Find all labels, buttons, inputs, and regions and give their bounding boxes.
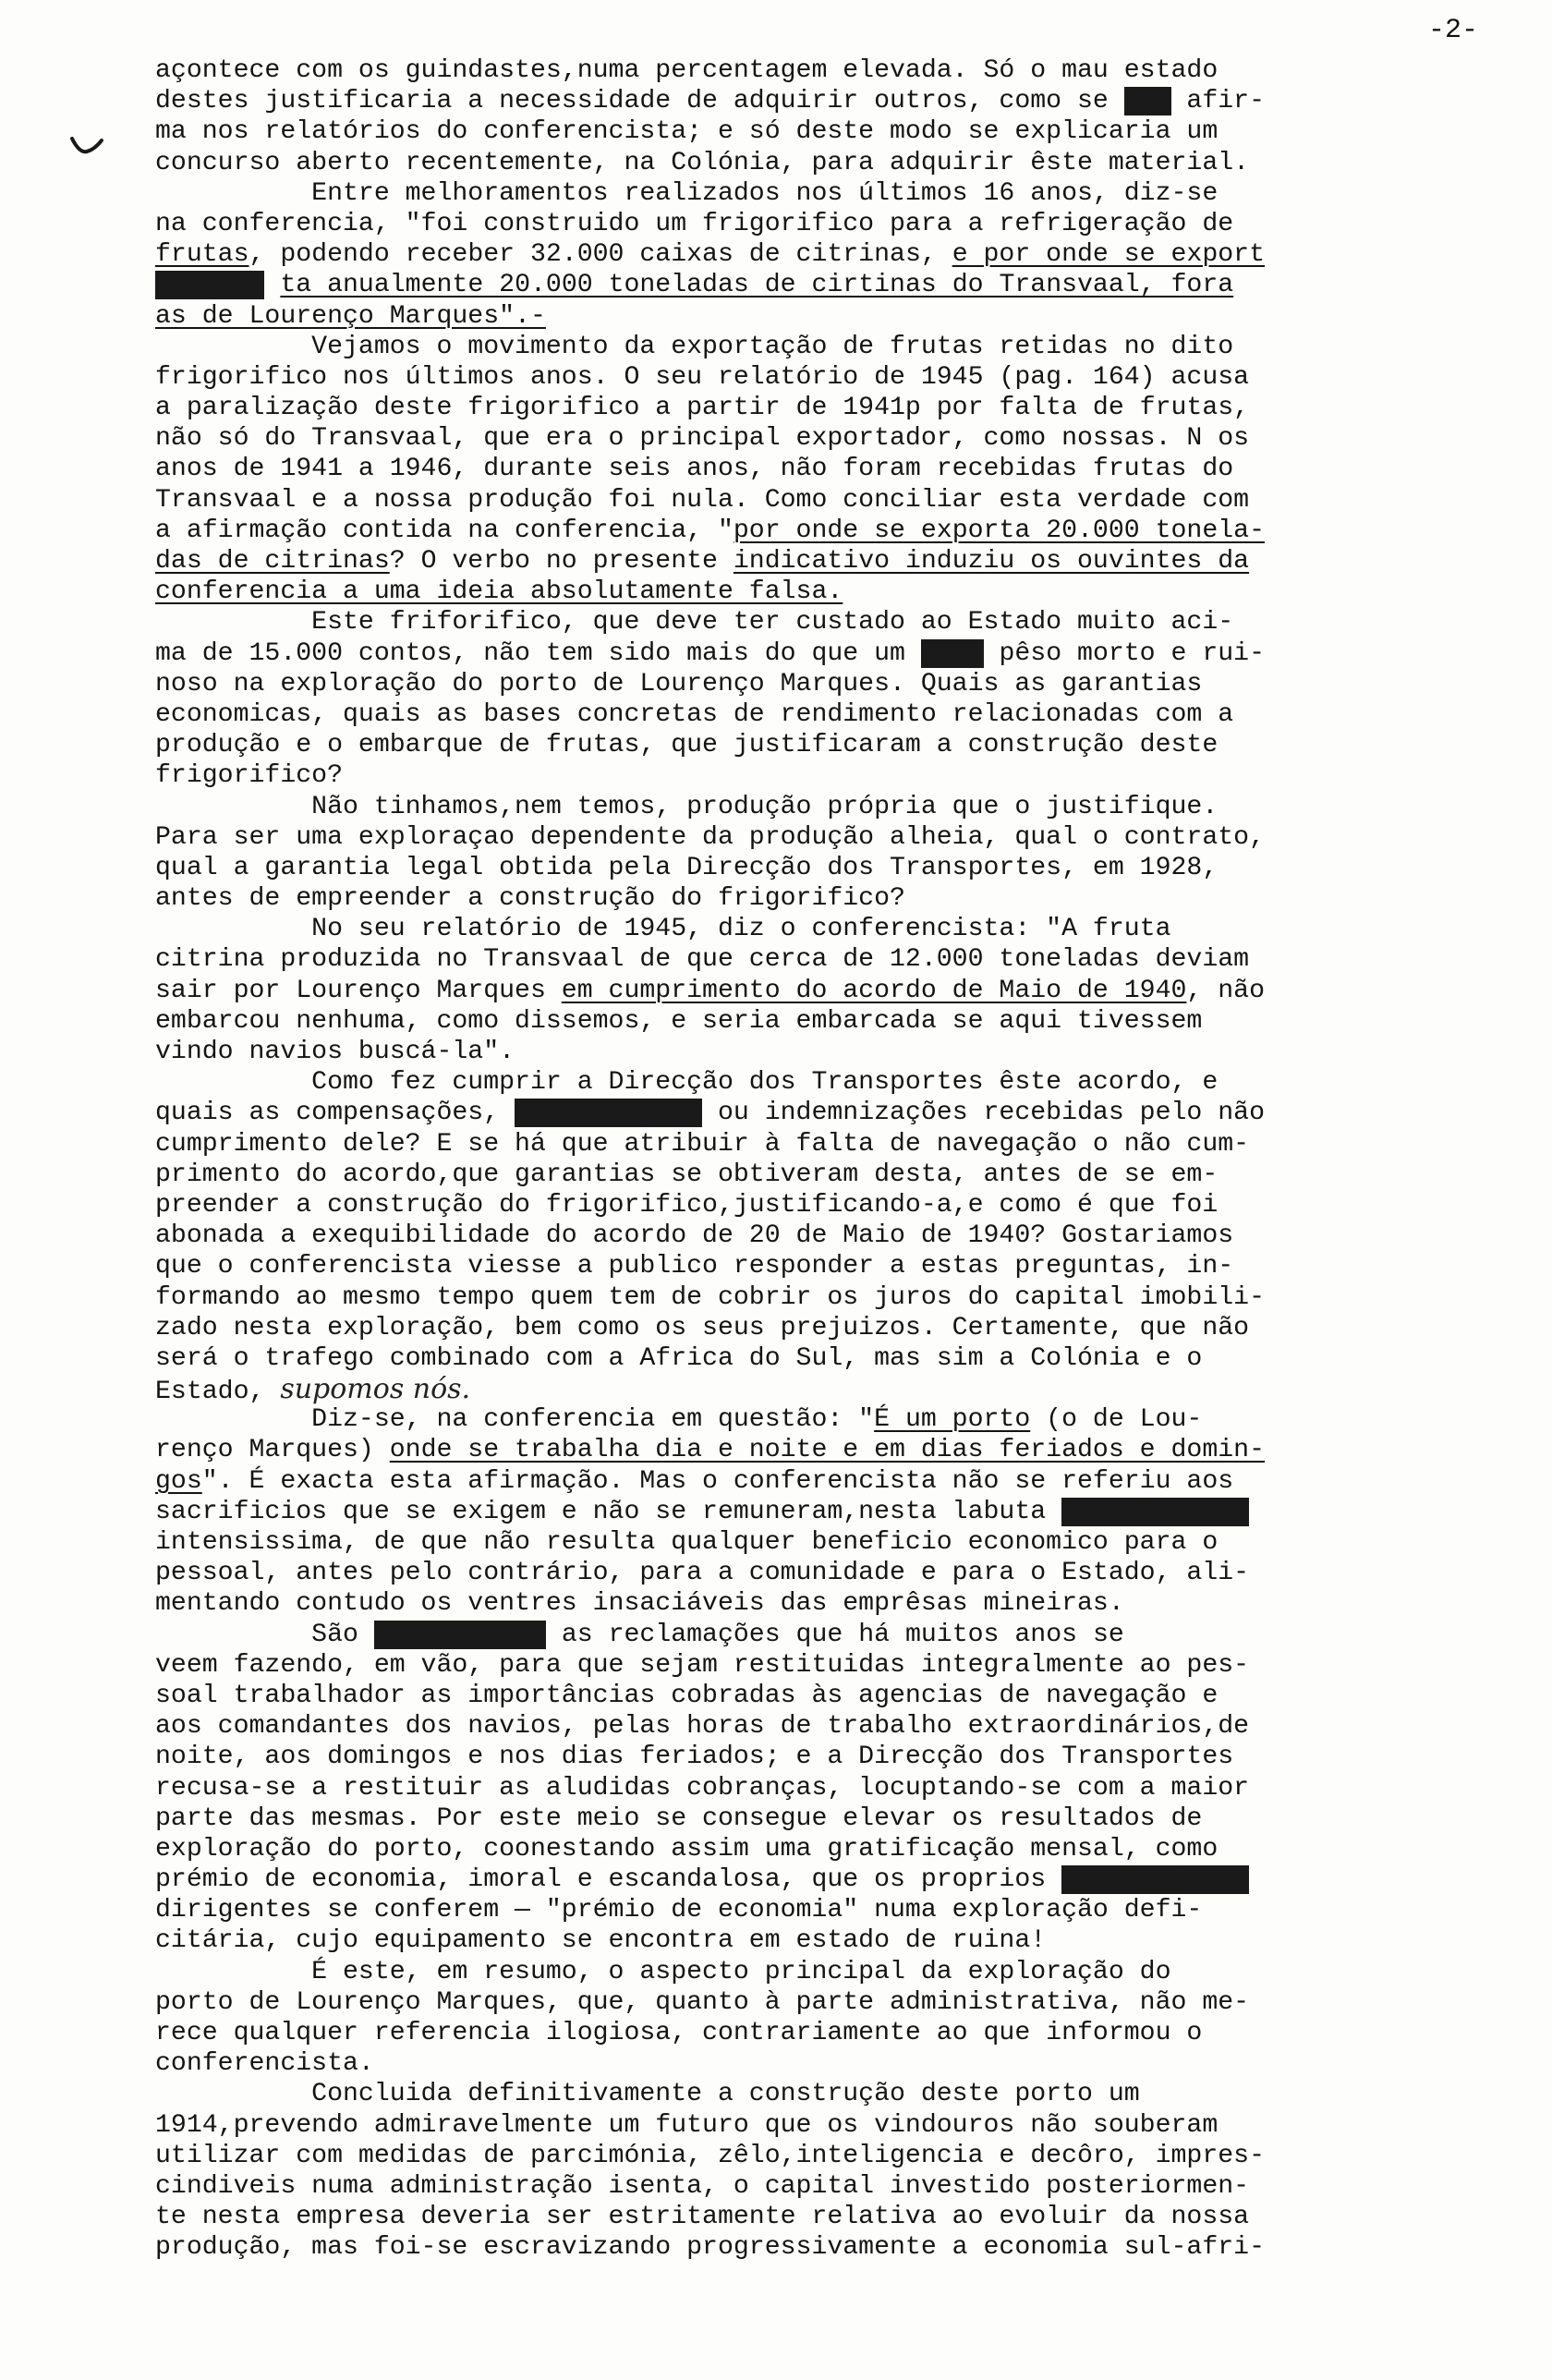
underlined-text: as de Lourenço Marques".- — [155, 301, 546, 331]
text-line — [155, 1404, 1467, 1435]
text-line — [155, 332, 1467, 362]
text-line — [155, 638, 1467, 669]
underlined-text: conferencia a uma ideia absolutamente falsa. — [155, 577, 843, 607]
text-line — [155, 485, 1467, 516]
text-line — [155, 1497, 1467, 1527]
line-text: 1914,prevendo admiravelmente um futuro que os vindouros não souberam — [155, 2110, 1219, 2140]
text-line — [155, 2110, 1467, 2141]
line-text: sacrificios que se exigem e não se remuneram,nesta labuta — [155, 1497, 1062, 1526]
line-text: , podendo receber 32.000 caixas de citrinas, — [249, 240, 952, 270]
text-line — [155, 239, 1467, 270]
text-line — [155, 1803, 1467, 1834]
text-line — [155, 577, 1467, 607]
text-line — [155, 2018, 1467, 2048]
line-text: ma nos relatórios do conferencista; e só deste modo se explicaria um — [155, 117, 1219, 147]
underlined-text: indicativo induziu os ouvintes da — [733, 547, 1250, 576]
line-text: São — [155, 1620, 374, 1649]
line-text: pêso morto e rui- — [983, 638, 1266, 668]
text-line — [155, 148, 1467, 178]
text-line — [155, 1466, 1467, 1497]
text-line — [155, 423, 1467, 454]
text-line — [155, 2141, 1467, 2171]
struck-word: intensissima — [1061, 1497, 1250, 1526]
text-line — [155, 1620, 1467, 1650]
page-number: -2- — [1427, 15, 1478, 46]
line-text: Concluida definitivamente a construção deste porto um — [155, 2080, 1140, 2109]
text-line — [155, 760, 1467, 791]
line-text: porto de Lourenço Marques, que, quanto à parte administrativa, não me- — [155, 1987, 1250, 2017]
text-line — [155, 1160, 1467, 1190]
text-line — [155, 362, 1467, 393]
text-line — [155, 1220, 1467, 1251]
line-text: ma de 15.000 contos, não tem sido mais do que um — [155, 638, 921, 668]
underlined-text: em cumprimento do acordo de Maio de 1940 — [561, 976, 1187, 1005]
text-line — [155, 853, 1467, 883]
line-text: vindo navios buscá-la". — [155, 1038, 515, 1066]
line-text: (o de Lou- — [1030, 1405, 1203, 1435]
struck-word: inumeráveis — [373, 1620, 546, 1649]
text-line — [155, 1190, 1467, 1220]
line-text: , não — [1186, 976, 1265, 1005]
text-line — [155, 607, 1467, 638]
text-line — [155, 976, 1467, 1006]
text-line — [155, 1343, 1467, 1374]
text-line — [155, 1435, 1467, 1465]
line-text: sair por Lourenço Marques — [155, 976, 562, 1005]
text-line — [155, 914, 1467, 944]
text-line — [155, 2048, 1467, 2079]
line-text: aos comandantes dos navios, pelas horas de trabalho extraordinários,de — [155, 1712, 1250, 1742]
line-text: rece qualquer referencia ilogiosa, contrariamente ao que informou o — [155, 2019, 1203, 2047]
line-text: formando ao mesmo tempo quem tem de cobrir os juros do capital imobili- — [155, 1282, 1265, 1312]
line-text: destes justificaria a necessidade de adquirir outros, como se — [155, 87, 1124, 116]
line-text: açontece com os guindastes,numa percentagem elevada. Só o mau estado — [155, 56, 1219, 85]
line-text: ". É exacta esta afirmação. Mas o conferencista não se referiu aos — [201, 1466, 1234, 1496]
line-text: prémio de economia, imoral e escandalosa, que os proprios — [155, 1865, 1062, 1895]
text-line — [155, 1313, 1467, 1343]
line-text: primento do acordo,que garantias se obtiveram desta, antes de se em- — [155, 1160, 1219, 1189]
line-text: produção, mas foi-se escravizando progressivamente a economia sul-afri- — [155, 2233, 1265, 2263]
line-text: frigorifico? — [155, 761, 343, 791]
text-line — [155, 2171, 1467, 2202]
text-line — [155, 1957, 1467, 1987]
text-line — [155, 1711, 1467, 1742]
underlined-text: É um porto — [874, 1405, 1031, 1435]
line-text: Este friforifico, que deve ter custado ao Estado muito aci- — [155, 608, 1234, 638]
text-line — [155, 1558, 1467, 1588]
struck-word: não — [1123, 87, 1171, 116]
line-text: abonada a exequibilidade do acordo de 20 de Maio de 1940? Gostariamos — [155, 1221, 1234, 1251]
text-line — [155, 1098, 1467, 1128]
text-line — [155, 822, 1467, 853]
text-line — [155, 1742, 1467, 1772]
text-line — [155, 1925, 1467, 1956]
line-text: qual a garantia legal obtida pela Direcção dos Transportes, em 1928, — [155, 853, 1219, 882]
text-line — [155, 699, 1467, 730]
line-text: renço Marques) — [155, 1436, 390, 1465]
document-body — [155, 55, 1467, 2264]
text-line — [155, 883, 1467, 914]
check-mark-icon — [70, 135, 103, 157]
text-line — [155, 1373, 1467, 1407]
line-text: produção e o embarque de frutas, que justificaram a construção deste — [155, 731, 1219, 760]
line-text: ou indemnizações recebidas pelo não — [702, 1099, 1265, 1128]
line-text: embarcou nenhuma, como dissemos, e seria embarcada se aqui tivessem — [155, 1006, 1203, 1036]
struck-word: exporta — [155, 271, 265, 300]
underlined-text: das de citrinas — [155, 547, 390, 576]
line-text: concurso aberto recentemente, na Colónia, para adquirir êste material. — [155, 148, 1250, 177]
line-text: parte das mesmas. Por este meio se consegue elevar os resultados de — [155, 1803, 1203, 1833]
line-text: Vejamos o movimento da exportação de frutas retidas no dito — [155, 332, 1234, 361]
text-line — [155, 1864, 1467, 1895]
text-line — [155, 1895, 1467, 1925]
line-text: não só do Transvaal, que era o principal exportador, como nossas. N os — [155, 424, 1250, 454]
struck-word: compensações — [515, 1099, 703, 1128]
text-line — [155, 1987, 1467, 2018]
line-text: Estado, — [155, 1378, 281, 1407]
line-text: cindiveis numa administração isenta, o capital investido posteriormen- — [155, 2171, 1250, 2201]
struck-word: peso — [920, 638, 984, 668]
line-text: citária, cujo equipamento se encontra em estado de ruina! — [155, 1926, 1047, 1956]
line-text: noite, aos domingos e nos dias feriados; e a Direcção dos Transportes — [155, 1742, 1234, 1772]
line-text: dirigentes se conferem — "prémio de economia" numa exploração defi- — [155, 1896, 1203, 1925]
underlined-text: frutas — [155, 240, 249, 270]
line-text: economicas, quais as bases concretas de rendimento relacionadas com a — [155, 699, 1234, 729]
text-line — [155, 516, 1467, 546]
line-text: intensissima, de que não resulta qualquer beneficio economico para o — [155, 1528, 1219, 1557]
line-text: que o conferencista viesse a publico responder a estas preguntas, in- — [155, 1252, 1234, 1281]
line-text: No seu relatório de 1945, diz o conferencista: "A fruta — [155, 915, 1171, 944]
line-text: É este, em resumo, o aspecto principal da exploração do — [155, 1957, 1171, 1986]
text-line — [155, 1037, 1467, 1067]
underlined-text: ta anualmente 20.000 toneladas de cirtinas do Transvaal, fora — [280, 271, 1234, 300]
text-line — [155, 1527, 1467, 1558]
line-text: veem fazendo, em vão, para que sejam restituidas integralmente ao pes- — [155, 1650, 1250, 1680]
text-line — [155, 454, 1467, 484]
text-line — [155, 178, 1467, 209]
text-line — [155, 1129, 1467, 1160]
line-text: recusa-se a restituir as aludidas cobranças, locuptando-se com a maior — [155, 1773, 1250, 1803]
line-text: conferencista. — [155, 2049, 374, 2079]
text-line — [155, 270, 1467, 300]
text-line — [155, 944, 1467, 975]
line-text: na conferencia, "foi construido um frigorifico para a refrigeração de — [155, 209, 1234, 238]
line-text: a afirmação contida na conferencia, " — [155, 516, 734, 545]
line-text: te nesta empresa deveria ser estritamente relativa ao evoluir da nossa — [155, 2203, 1250, 2232]
line-text: preender a construção do frigorifico,justificando-a,e como é que foi — [155, 1190, 1219, 1220]
line-text: frigorifico nos últimos anos. O seu relatório de 1945 (pag. 164) acusa — [155, 362, 1250, 392]
line-text: citrina produzida no Transvaal de que cerca de 12.000 toneladas deviam — [155, 945, 1250, 975]
line-text: ? O verbo no presente — [389, 547, 734, 576]
text-line — [155, 1282, 1467, 1313]
line-text: noso na exploração do porto de Lourenço Marques. Quais as garantias — [155, 669, 1203, 698]
line-text: cumprimento dele? E se há que atribuir à falta de navegação o não cum- — [155, 1129, 1250, 1159]
text-line — [155, 1773, 1467, 1803]
line-text: exploração do porto, coonestando assim uma gratificação mensal, como — [155, 1834, 1219, 1864]
text-line — [155, 2079, 1467, 2109]
line-text: quais as compensações, — [155, 1099, 515, 1128]
line-text: as reclamações que há muitos anos se — [545, 1620, 1124, 1649]
line-text — [264, 271, 280, 299]
text-line — [155, 730, 1467, 760]
line-text: Transvaal e a nossa produção foi nula. Como conciliar esta verdade com — [155, 485, 1250, 515]
line-text: Diz-se, na conferencia em questão: " — [155, 1405, 875, 1435]
text-line — [155, 1681, 1467, 1711]
text-line — [155, 1006, 1467, 1037]
line-text: antes de empreender a construção do frigorifico? — [155, 884, 905, 914]
line-text: será o trafego combinado com a Africa do Sul, mas sim a Colónia e o — [155, 1343, 1203, 1373]
text-line — [155, 2232, 1467, 2263]
text-line — [155, 116, 1467, 147]
line-text: utilizar com medidas de parcimónia, zêlo,inteligencia e decôro, impres- — [155, 2141, 1265, 2170]
text-line — [155, 1251, 1467, 1281]
line-text: Como fez cumprir a Direcção dos Transportes êste acordo, e — [155, 1068, 1219, 1098]
text-line — [155, 86, 1467, 116]
text-line — [155, 209, 1467, 239]
text-line — [155, 546, 1467, 577]
line-text: afir- — [1170, 87, 1265, 116]
underlined-text: gos — [155, 1466, 202, 1496]
line-text: soal trabalhador as importâncias cobradas às agencias de navegação e — [155, 1681, 1219, 1710]
line-text: Para ser uma exploraçao dependente da produção alheia, qual o contrato, — [155, 822, 1265, 852]
underlined-text: e por onde se export — [952, 240, 1265, 270]
text-line — [155, 1650, 1467, 1681]
underlined-text: por onde se exporta 20.000 tonela- — [733, 516, 1265, 545]
line-text: mentando contudo os ventres insaciáveis das emprêsas mineiras. — [155, 1589, 1124, 1619]
line-text: Não tinhamos,nem temos, produção própria que o justifique. — [155, 792, 1219, 821]
text-line — [155, 1588, 1467, 1619]
line-text: pessoal, antes pelo contrário, para a comunidade e para o Estado, ali- — [155, 1559, 1250, 1588]
handwritten-note: supomos nós. — [280, 1373, 471, 1406]
line-text: a paralização deste frigorifico a partir de 1941p por falta de frutas, — [155, 394, 1250, 423]
text-line — [155, 1834, 1467, 1864]
line-text: Entre melhoramentos realizados nos últimos 16 anos, diz-se — [155, 178, 1219, 208]
text-line — [155, 2202, 1467, 2232]
line-text: anos de 1941 a 1946, durante seis anos, não foram recebidas frutas do — [155, 455, 1234, 484]
struck-word: funcionários — [1061, 1865, 1250, 1895]
text-line — [155, 55, 1467, 86]
text-line — [155, 301, 1467, 332]
text-line — [155, 669, 1467, 699]
text-line — [155, 792, 1467, 822]
text-line — [155, 1067, 1467, 1098]
text-line — [155, 393, 1467, 423]
underlined-text: onde se trabalha dia e noite e em dias feriados e domin- — [389, 1436, 1265, 1465]
line-text: zado nesta exploração, bem como os seus prejuizos. Certamente, que não — [155, 1313, 1250, 1342]
